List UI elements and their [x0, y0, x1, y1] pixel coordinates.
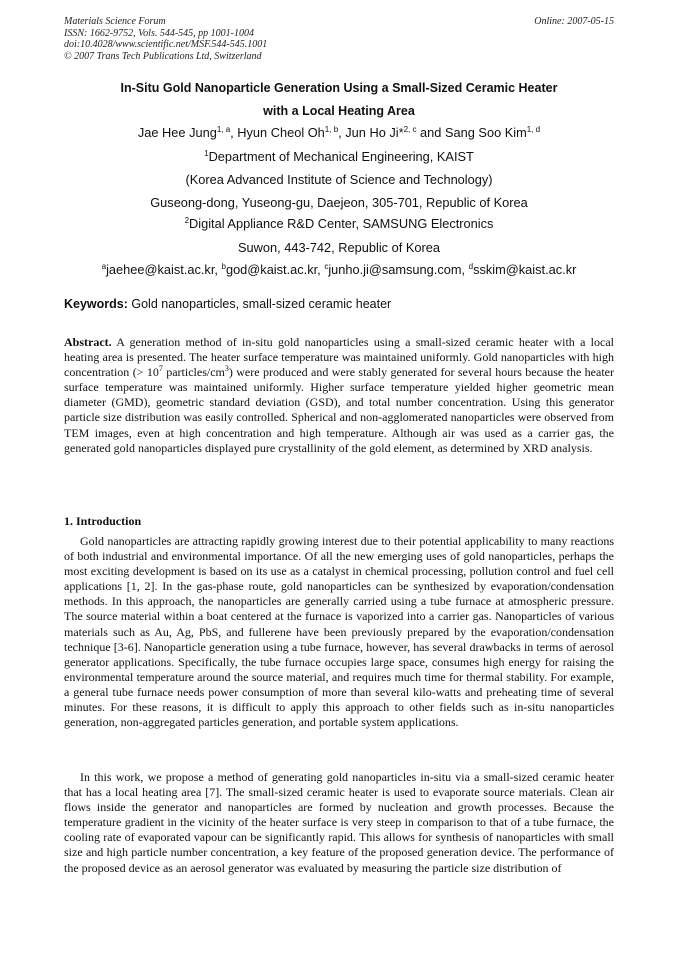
email-link[interactable]: god@kaist.ac.kr, — [225, 262, 325, 277]
author-sup: 1, b — [324, 125, 339, 134]
copyright: © 2007 Trans Tech Publications Ltd, Switzerland — [64, 50, 262, 62]
author-name: Jun Ho Ji* — [345, 125, 404, 140]
abstract — [64, 335, 614, 456]
doi: doi:10.4028/www.scientific.net/MSF.544-545.1001 — [64, 39, 268, 50]
author-sup: 2, c — [403, 125, 417, 134]
affiliation-text: Digital Appliance R&D Center, SAMSUNG Electronics — [189, 216, 494, 231]
introduction-paragraph-1: Gold nanoparticles are attracting rapidly growing interest due to their potential applicability to many reactions of both industrial and environmental importance. Of all the new emerging uses of gold nanoparticles, perhaps the most exciting development is based on its use as a catalyst in chemical processing, pollution control and fuel cell applications [1, 2]. In the gas-phase route, gold nanoparticles can be synthesized by evaporation/condensation methods. In this approach, the nanoparticles are generally carried using a tube furnace at atmospheric pressure. The source material within a boat centered at the furnace is vaporized into a carrier gas. Nanoparticles of various materials such as Au, Ag, PbS, and fullerene have been previously prepared by the evaporation/condensation technique [3-6]. Nanoparticle generation using a tube furnace, however, has several drawbacks in terms of aerosol generator applications. Specifically, the tube furnace occupies large space, consumes high energy for raising the environmental temperature around the source material, and requires much time for thermal stability. For example, a general tube furnace needs power consumption of more than several kilo-watts and preheating time of several minutes. For these reasons, it is difficult to apply this approach to other fields such as in-situ nanoparticles generation, non-aggregated particles generation, and portable system applications. — [64, 534, 614, 730]
abstract-label: Abstract. — [64, 335, 112, 349]
email-sup: d — [468, 262, 474, 271]
email-list — [30, 262, 648, 278]
keywords — [64, 297, 391, 311]
affiliation-text: Department of Mechanical Engineering, KAIST — [208, 149, 474, 164]
affiliation-1-line2: (Korea Advanced Institute of Science and Technology) — [185, 172, 493, 187]
author-name: Sang Soo Kim — [444, 125, 527, 140]
affiliation-sup: 1 — [204, 149, 209, 158]
journal-name: Materials Science Forum — [64, 16, 166, 27]
affiliation-2 — [30, 216, 648, 232]
keywords-text: Gold nanoparticles, small-sized ceramic heater — [127, 297, 392, 311]
author-list — [30, 125, 648, 141]
email-link[interactable]: jaehee@kaist.ac.kr, — [106, 262, 222, 277]
author-name: Jae Hee Jung — [137, 125, 217, 140]
online-date: Online: 2007-05-15 — [534, 16, 614, 27]
author-sup: 1, a — [216, 125, 231, 134]
affiliation-1-line3: Guseong-dong, Yuseong-gu, Daejeon, 305-701, Republic of Korea — [150, 195, 528, 210]
email-sup: c — [324, 262, 329, 271]
paper-title-line2: with a Local Heating Area — [263, 104, 415, 118]
affiliation-1 — [30, 149, 648, 165]
abstract-sup: 3 — [224, 364, 229, 374]
abstract-text: A generation method of in-situ gold nanoparticles using a small-sized ceramic heater with a local heating area is presented. The heater surface temperature was maintained uniformly. Gold nanoparticles with high concentration (> 10 — [64, 335, 614, 380]
issn: ISSN: 1662-9752, Vols. 544-545, pp 1001-1004 — [64, 27, 254, 39]
abstract-sup: 7 — [158, 364, 163, 374]
email-link[interactable]: sskim@kaist.ac.kr — [473, 262, 577, 277]
email-sup: b — [221, 262, 226, 271]
author-separator: and — [416, 125, 445, 140]
affiliation-sup: 2 — [184, 216, 190, 225]
affiliation-2-line2: Suwon, 443-742, Republic of Korea — [237, 240, 441, 255]
email-link[interactable]: junho.ji@samsung.com, — [328, 262, 469, 277]
abstract-text: particles/cm — [162, 365, 225, 380]
keywords-label: Keywords: — [64, 297, 128, 311]
author-separator: , — [338, 125, 346, 140]
author-name: Hyun Cheol Oh — [237, 125, 325, 140]
email-sup: a — [101, 262, 107, 271]
journal-header — [64, 16, 267, 62]
section-heading-introduction: 1. Introduction — [64, 514, 142, 528]
author-sup: 1, d — [526, 125, 541, 134]
abstract-text: ) were produced and were stably generated for several hours because the heater surface temperature was maintained uniformly. Higher surface temperature yielded higher geometric mean diameter (GMD), geometric standard deviation (GSD), and total number concentration. Using this generator particle size distribution was easily controlled. Spherical and non-agglomerated nanoparticles were observed from TEM images, even at high concentration and high temperature. Although air was used as a carrier gas, the generated gold nanoparticles displayed pure crystallinity of the gold element, as determined by XRD analysis. — [64, 365, 614, 455]
author-separator: , — [230, 125, 238, 140]
introduction-paragraph-2: In this work, we propose a method of generating gold nanoparticles in-situ via a small-sized ceramic heater that has a local heating area [7]. The small-sized ceramic heater is used to evaporate source materials. Clean air flows inside the generator and nanoparticles are formed by nucleation and growth processes. Because the temperature gradient in the vicinity of the heater surface is very steep in comparison to that of a tube furnace, the cooling rate of evaporated vapour can be significantly rapid. This allows for synthesis of nanoparticles with small size and high particle number concentration, a key feature of the proposed generation device. The performance of the proposed device as an aerosol generator was evaluated by measuring the particle size distribution of — [64, 770, 614, 875]
paper-title-line1: In-Situ Gold Nanoparticle Generation Using a Small-Sized Ceramic Heater — [120, 81, 558, 95]
